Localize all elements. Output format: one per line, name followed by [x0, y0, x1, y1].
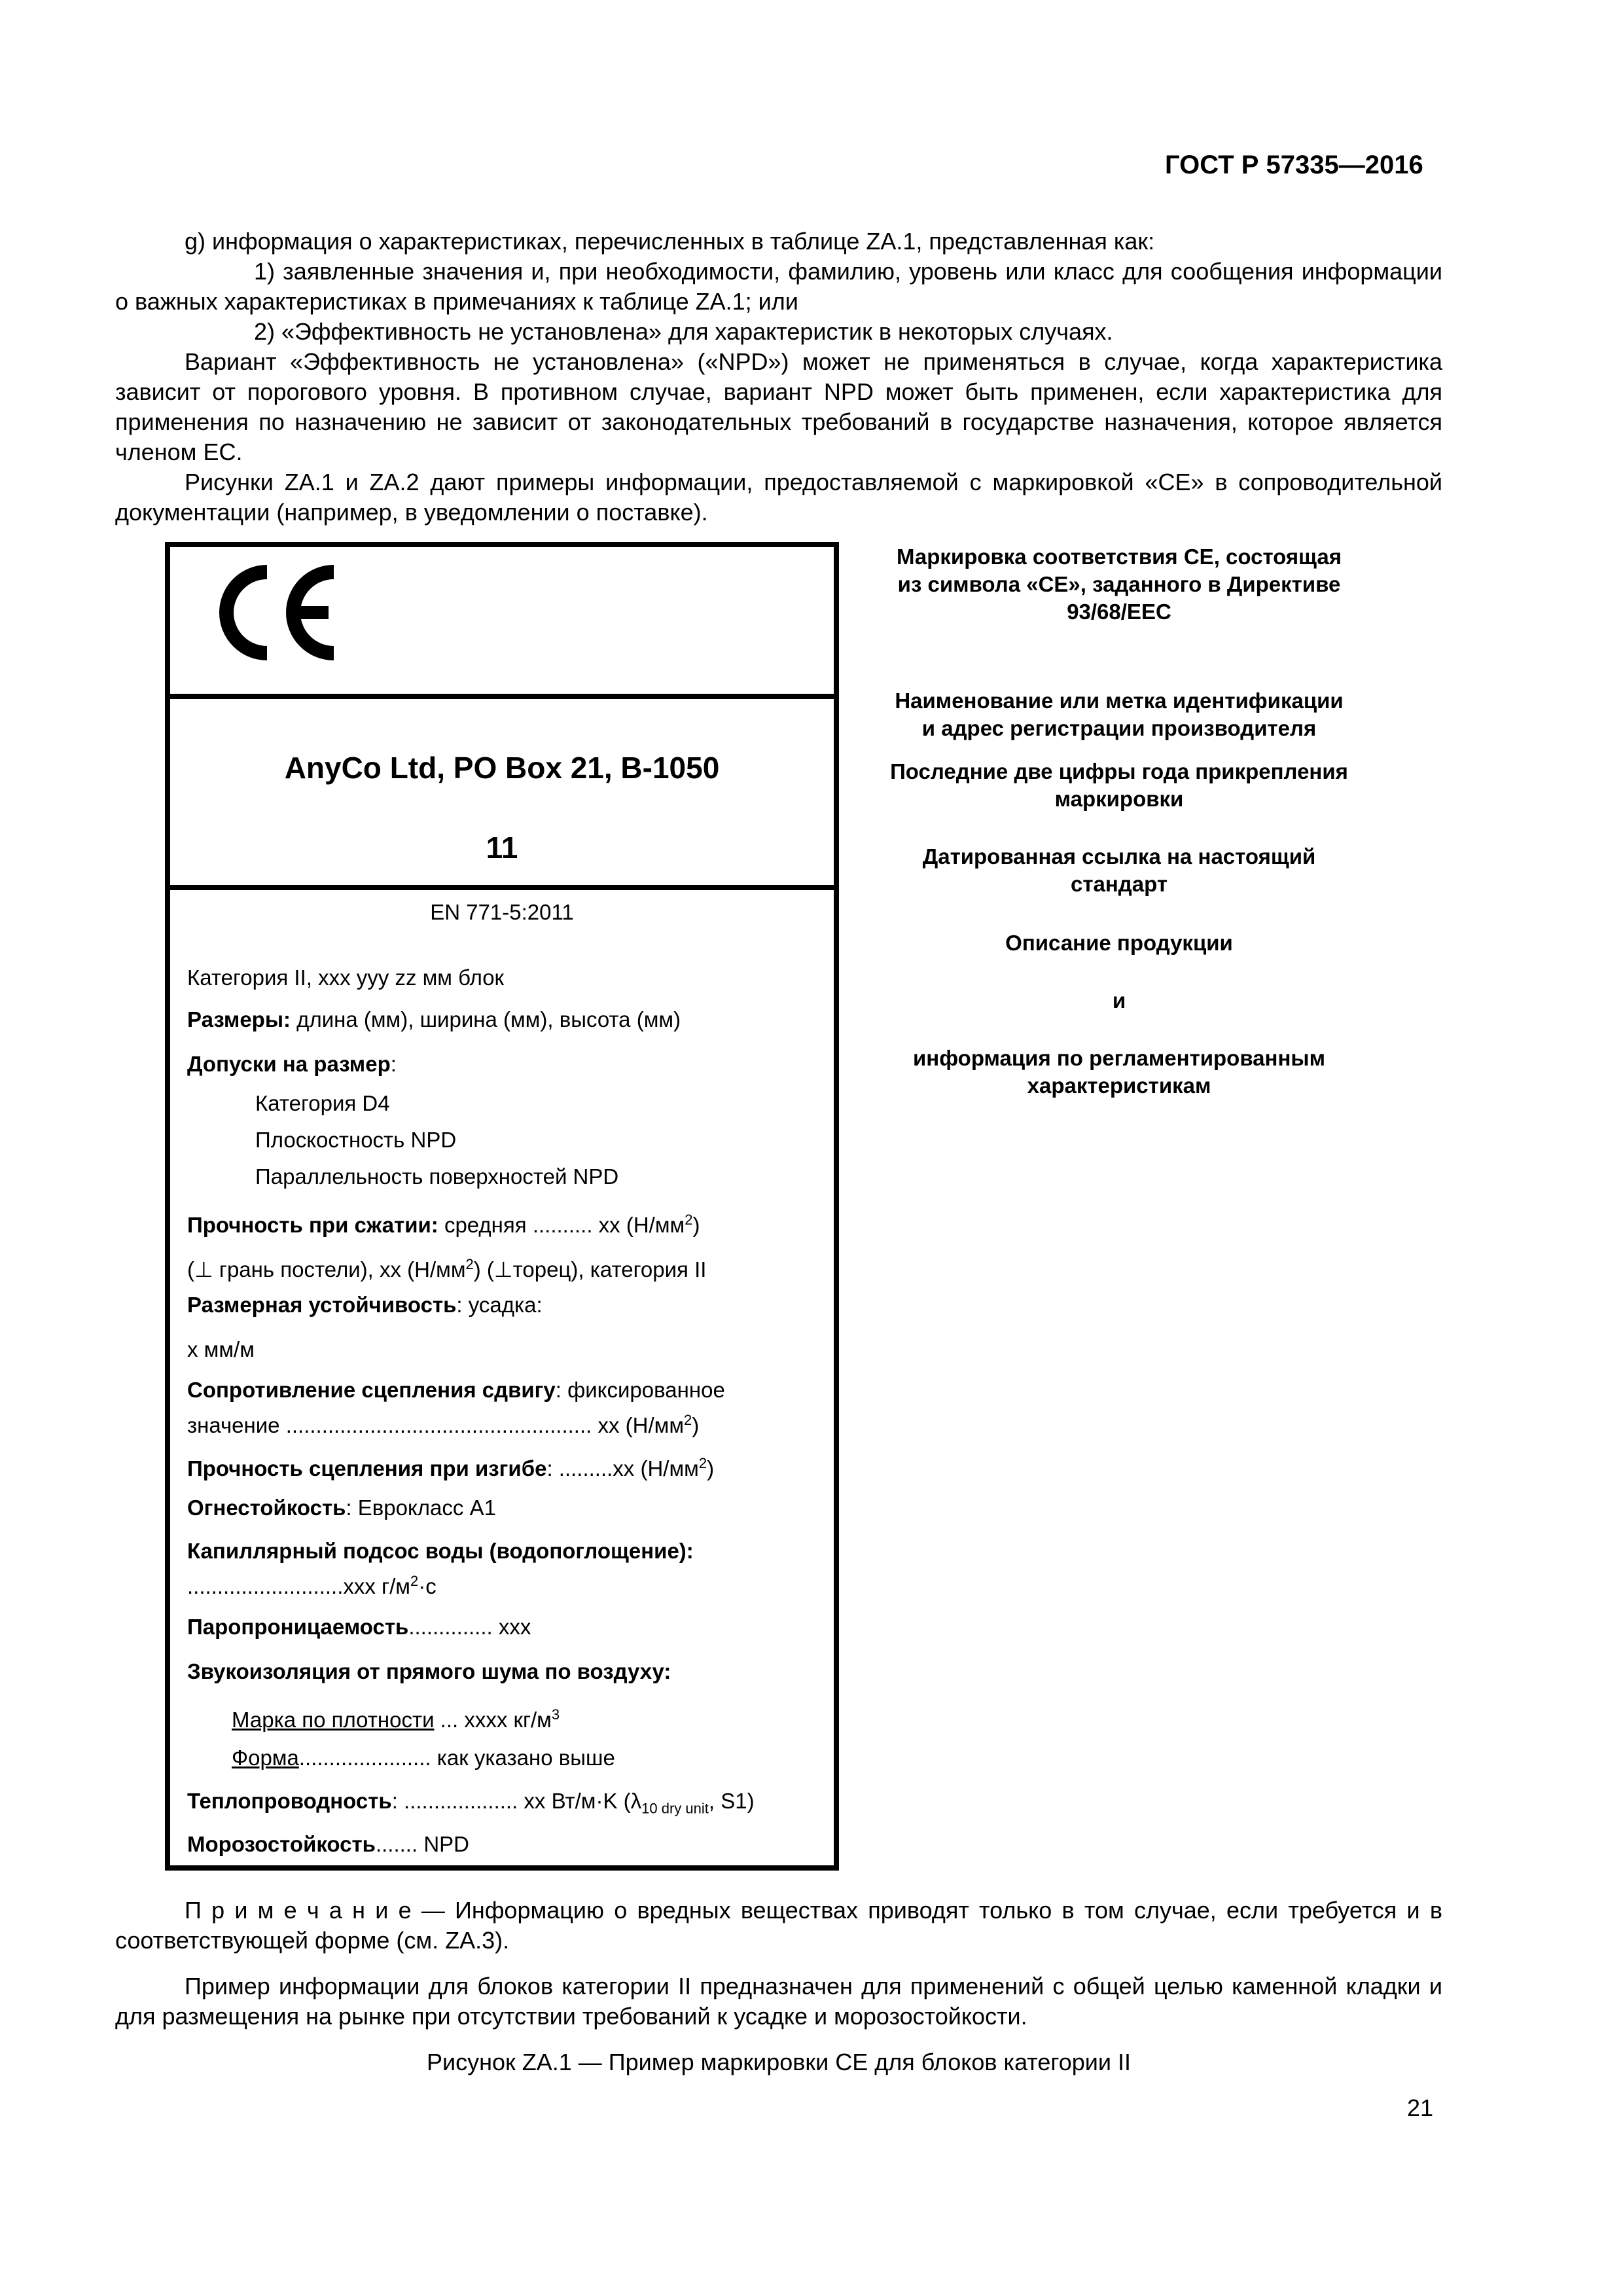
item-2: 2) «Эффективность не установлена» для характеристик в некоторых случаях.: [254, 318, 1113, 345]
para-figures: Рисунки ZA.1 и ZA.2 дают примеры информации, предоставляемой с маркировкой «CE» в сопроводительной документации (например, в уведомлении о поставке).: [115, 469, 1442, 526]
item-1: 1) заявленные значения и, при необходимости, фамилию, уровень или класс для сообщения информации о важных характеристиках в примечаниях к таблице ZA.1; или: [115, 258, 1442, 315]
form-line: Форма...................... как указано выше: [232, 1746, 615, 1770]
example-text: Пример информации для блоков категории II предназначен для применений с общей целью каменной кладки и для размещения на рынке при отсутствии требований к усадке и морозостойкости.: [115, 1973, 1442, 2030]
para-npd: Вариант «Эффективность не установлена» («NPD») может не применяться в случае, когда характеристика зависит от порогового уровня. В противном случае, вариант NPD может быть применен, если характеристика для применения по назначению не зависит от законодательных требований в государстве назначения, которое является членом ЕС.: [115, 348, 1442, 465]
note-label: П р и м е ч а н и е: [185, 1897, 412, 1924]
annotation-characteristics: информация по регламентированным характеристикам: [913, 1046, 1325, 1098]
standard-reference: EN 771-5:2011: [430, 900, 574, 924]
ce-mark-icon: [209, 554, 340, 672]
figure-caption: Рисунок ZA.1 — Пример маркировки CE для блоков категории II: [426, 2049, 1132, 2075]
product-info-section: [170, 890, 834, 1865]
compressive-line-2: (⊥ грань постели), xx $(Н/мм^2)$ (⊥торец), категория II: [187, 1256, 707, 1282]
tolerances-line: Допуски на размер:: [187, 1052, 397, 1076]
tolerance-category: Категория D4: [255, 1091, 390, 1115]
product-category: Категория II, ххх ууу zz мм блок: [187, 965, 504, 990]
ce-mark-section: [170, 547, 834, 699]
compressive-line: Прочность при сжатии: средняя .......... xx $(Н/мм^2)$: [187, 1211, 700, 1237]
dim-stability-value: x мм/м: [187, 1337, 255, 1361]
manufacturer-section: [170, 699, 834, 890]
water-line: Капиллярный подсос воды (водопоглощение):: [187, 1539, 694, 1563]
tolerance-parallel: Параллельность поверхностей NPD: [255, 1164, 619, 1189]
annotation-and: и: [1112, 988, 1126, 1013]
flexural-line: Прочность сцепления при изгибе: .........xx $(Н/мм^2)$: [187, 1455, 715, 1480]
item-g: g) информация о характеристиках, перечисленных в таблице ZA.1, представленная как:: [185, 228, 1155, 255]
annotation-product: Описание продукции: [1005, 931, 1233, 955]
thermal-line: Теплопроводность: ................... xx Вт/м·K ($\lambda_{10 dry unit}$, S1): [187, 1789, 755, 1817]
shear-line-2: значение ................................................... xx $(Н/мм^2)$: [187, 1412, 700, 1437]
page-number: 21: [1407, 2094, 1434, 2121]
frost-line: Морозостойкость....... NPD: [187, 1832, 469, 1856]
annotation-standard: Датированная ссылка на настоящий стандарт: [922, 844, 1316, 896]
dim-stability-line: Размерная устойчивость: усадка:: [187, 1293, 543, 1317]
water-line-2: ..........................ххх $г/м^2\cdot с$: [187, 1573, 437, 1598]
note-text: — Информацию о вредных веществах приводят только в том случае, если требуется и в соответствующей форме (см. ZA.3).: [115, 1897, 1442, 1954]
sound-line: Звукоизоляция от прямого шума по воздуху:: [187, 1659, 671, 1683]
density-line: Марка по плотности ... хххх $кг/м^3$: [232, 1706, 560, 1732]
annotation-year: Последние две цифры года прикрепления маркировки: [890, 759, 1348, 811]
shear-line: Сопротивление сцепления сдвигу: фиксированное: [187, 1378, 725, 1402]
ce-label-box: [165, 542, 839, 1871]
standard-header: ГОСТ Р 57335—2016: [1165, 151, 1423, 179]
tolerance-flatness: Плоскостность NPD: [255, 1128, 457, 1152]
annotation-manufacturer: Наименование или метка идентификации и адрес регистрации производителя: [895, 689, 1344, 740]
annotation-ce: Маркировка соответствия CE, состоящая из символа «CE», заданного в Директиве 93/68/EEC: [896, 545, 1342, 624]
marking-year: 11: [486, 831, 518, 865]
manufacturer-address: AnyCo Ltd, PO Box 21, B-1050: [284, 751, 720, 785]
fire-line: Огнестойкость: Еврокласс А1: [187, 1496, 496, 1520]
intro-text: [115, 226, 1442, 528]
figure-note: [115, 1895, 1442, 2032]
vapour-line: Паропроницаемость.............. xxx: [187, 1615, 531, 1639]
dimensions-line: Размеры: длина (мм), ширина (мм), высота (мм): [187, 1007, 681, 1031]
